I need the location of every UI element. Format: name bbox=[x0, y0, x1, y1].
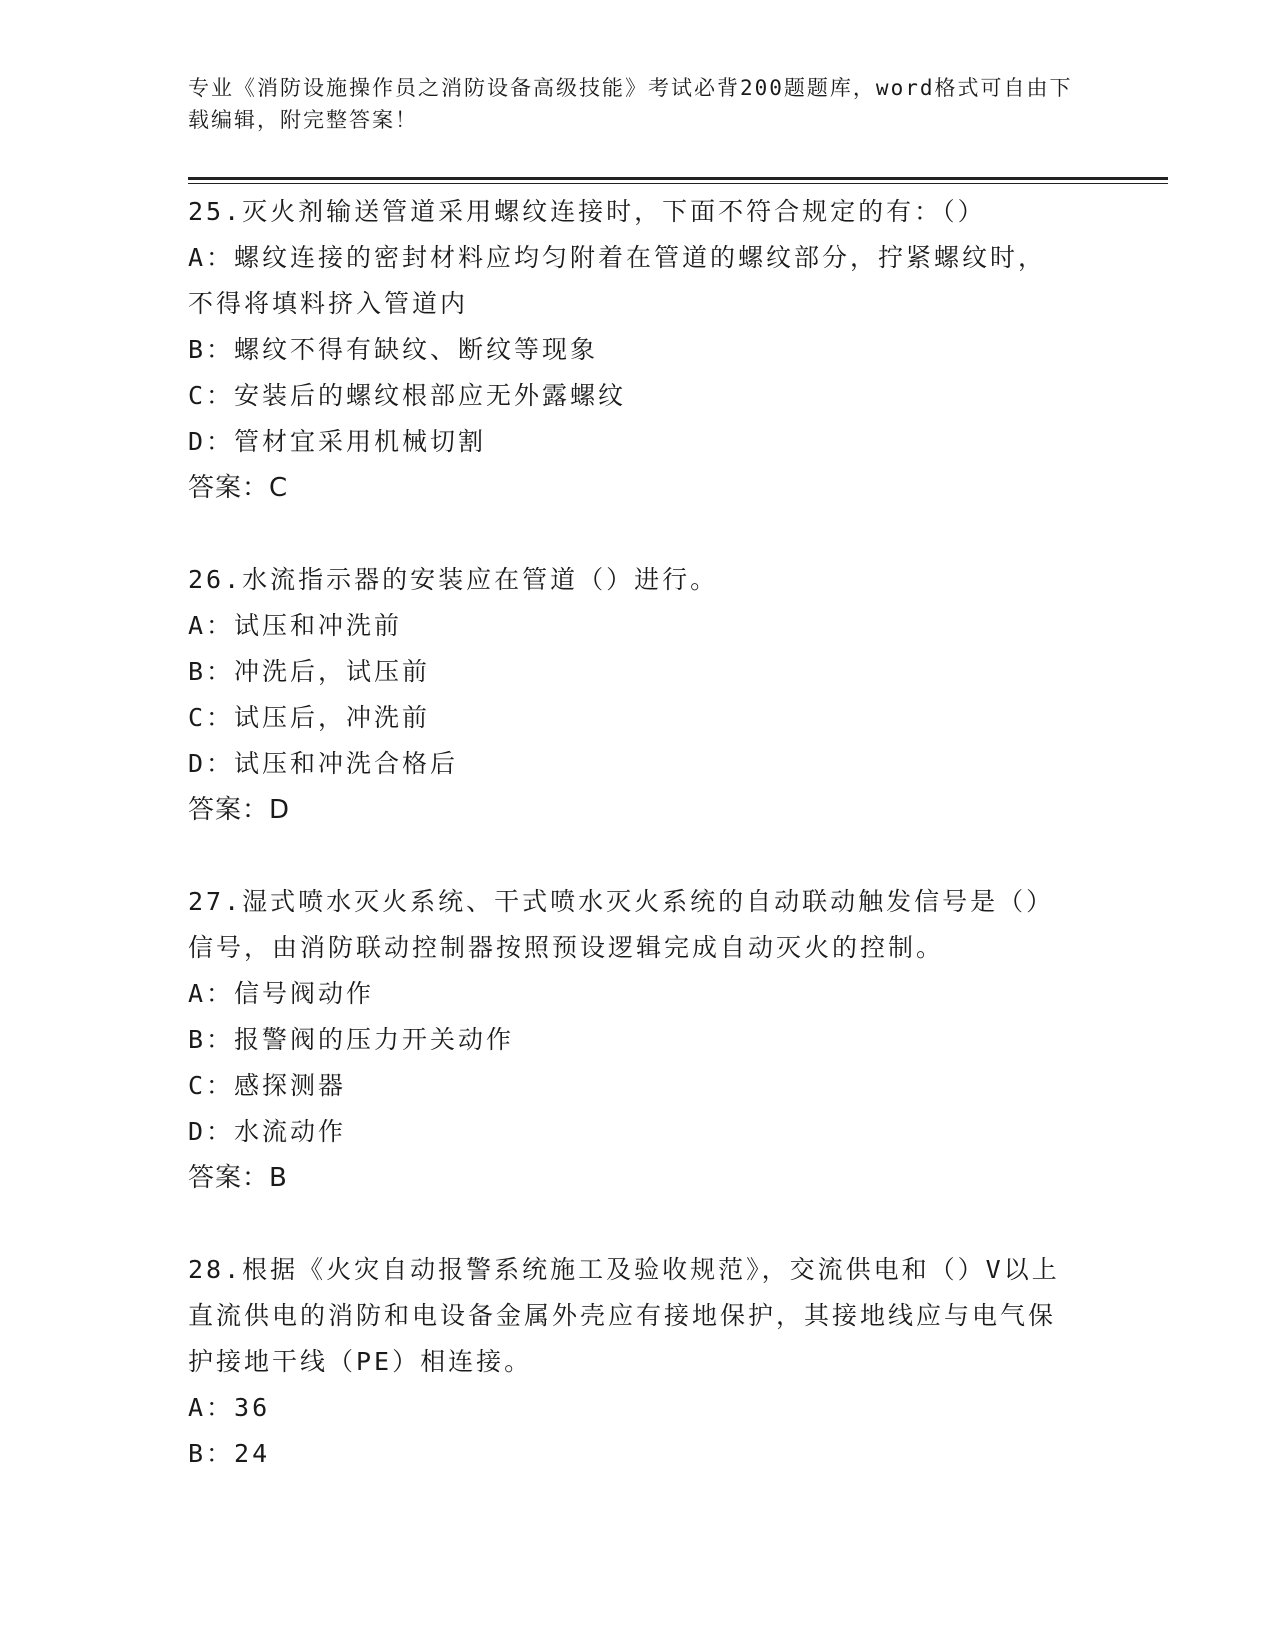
option-a: A：螺纹连接的密封材料应均匀附着在管道的螺纹部分，拧紧螺纹时，不得将填料挤入管道内 bbox=[188, 243, 1047, 318]
document-intro: 专业《消防设施操作员之消防设备高级技能》考试必背200题题库，word格式可自由下载编辑，附完整答案！ bbox=[188, 76, 1073, 132]
question-25 bbox=[188, 189, 1168, 511]
option-b: B：冲洗后，试压前 bbox=[188, 657, 431, 686]
option-c: C：安装后的螺纹根部应无外露螺纹 bbox=[188, 381, 627, 410]
question-26 bbox=[188, 557, 1168, 833]
option-b: B：24 bbox=[188, 1439, 271, 1468]
question-list bbox=[188, 189, 1168, 1523]
question-stem: 28.根据《火灾自动报警系统施工及验收规范》，交流供电和（）V以上直流供电的消防和电设备金属外壳应有接地保护，其接地线应与电气保护接地干线（PE）相连接。 bbox=[188, 1255, 1060, 1376]
option-d: D：试压和冲洗合格后 bbox=[188, 749, 459, 778]
question-28 bbox=[188, 1247, 1168, 1477]
option-a: A：信号阀动作 bbox=[188, 979, 375, 1008]
option-d: D：水流动作 bbox=[188, 1117, 347, 1146]
option-a: A：试压和冲洗前 bbox=[188, 611, 403, 640]
option-d: D：管材宜采用机械切割 bbox=[188, 427, 487, 456]
option-a: A：36 bbox=[188, 1393, 271, 1422]
option-c: C：感探测器 bbox=[188, 1071, 347, 1100]
option-b: B：报警阀的压力开关动作 bbox=[188, 1025, 515, 1054]
option-c: C：试压后，冲洗前 bbox=[188, 703, 431, 732]
question-stem: 27.湿式喷水灭火系统、干式喷水灭火系统的自动联动触发信号是（）信号，由消防联动控制器按照预设逻辑完成自动灭火的控制。 bbox=[188, 887, 1055, 962]
answer-text: 答案：C bbox=[188, 473, 289, 503]
question-27 bbox=[188, 879, 1168, 1201]
question-stem: 26.水流指示器的安装应在管道（）进行。 bbox=[188, 565, 719, 594]
option-b: B：螺纹不得有缺纹、断纹等现象 bbox=[188, 335, 599, 364]
answer-text: 答案：B bbox=[188, 1163, 288, 1193]
header-divider-thin bbox=[188, 183, 1168, 184]
answer-text: 答案：D bbox=[188, 795, 291, 825]
question-stem: 25.灭火剂输送管道采用螺纹连接时，下面不符合规定的有：（） bbox=[188, 197, 986, 226]
header-divider-thick bbox=[188, 177, 1168, 180]
